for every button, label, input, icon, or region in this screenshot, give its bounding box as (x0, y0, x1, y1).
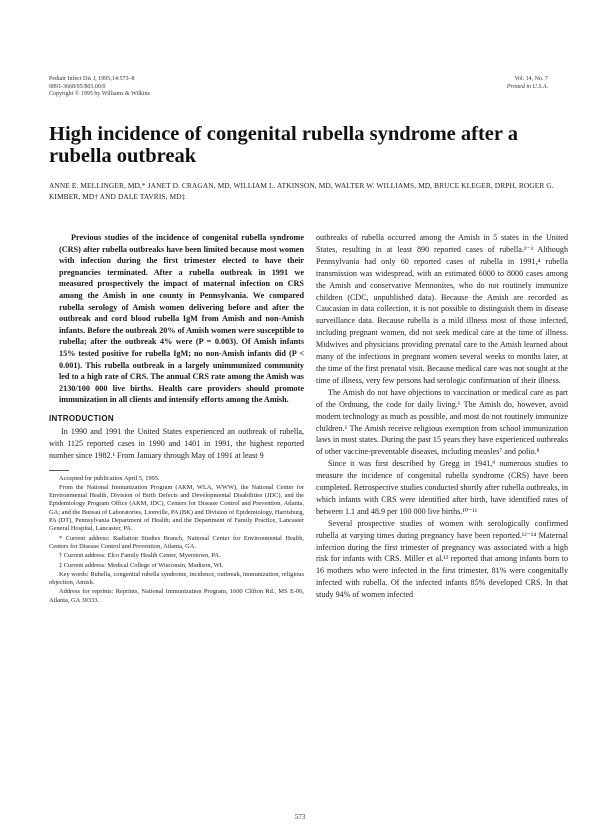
section-heading-introduction: INTRODUCTION (49, 413, 114, 423)
footnote-current-address-2: † Current address: Elco Family Health Center, Myerstown, PA. (59, 552, 221, 560)
footnote-divider (49, 470, 69, 471)
abstract: Previous studies of the incidence of congenital rubella syndrome (CRS) after rubella outbreaks have been limited because most women with infection during the first trimester elected to have their pregnancies terminated. After a rubella outbreak in 1991 we measured prospectively the impact of maternal infection on CRS among the Amish in one county in Pennsylvania. We compared rubella serology of Amish women delivering before and after the outbreak and cord blood rubella IgM from Amish and non-Amish infants. Before the outbreak 20% of Amish women were susceptible to rubella; after the outbreak 4% were (P = 0.003). Of Amish infants 15% tested positive for rubella IgM; no non-Amish infants did (P < 0.001). This rubella outbreak in a largely unimmunized community led to a high rate of CRS. The annual CRS rate among the Amish was 2130/100 000 live births. Health care providers should promote immunization in all clients and intensify efforts among the Amish. (59, 233, 304, 405)
footnote-current-address-3: ‡ Current address: Medical College of Wisconsin, Madison, WI. (59, 561, 224, 569)
journal-citation (49, 76, 150, 99)
body-paragraph-prospective: Several prospective studies of women with serologically confirmed rubella at varying times during pregnancy have been reported.¹²⁻¹⁴ Maternal infection during the first trimester of pregnancy was associated with a high risk for infants with CRS. Miller et al.¹² reported that among infants born to 16 mothers who were infected in the first trimester, 81% were congenitally infected with rubella. Of the infected infants 85% developed CRS. In that study 94% of women infected (316, 518, 568, 600)
volume-number: Vol. 14, No. 7 (514, 76, 548, 82)
page-number: 573 (294, 813, 306, 821)
footnote-affiliations: From the National Immunization Program (AKM, WLA, WWW), the National Center for Environmental Health, Division of Birth Defects and Developmental Disabilities (JDC), and the Epidemiology Program Office (AKM, JDC), Centers for Disease Control and Prevention, Atlanta, GA; and the Bureau of Laboratories, Lionville, PA (BK) and Division of Epidemiology, Harrisburg, PA (DT), Pennsylvania Department of Health; and the Department of Family Practice, Lancaster General Hospital, Lancaster, PA. (49, 483, 304, 533)
volume-info (507, 76, 548, 91)
article-title: High incidence of congenital rubella syndrome after a rubella outbreak (49, 123, 519, 167)
footnote-reprints: Address for reprints: Reprints, National Immunization Program, 1600 Clifton Rd., MS E-06, Atlanta, GA 30333. (49, 588, 304, 604)
body-paragraph-amish: The Amish do not have objections to vaccination or medical care as part of the Ordnung, the code for daily living.⁶ The Amish do, however, avoid modern technology as much as possible, and most do not routinely immunize children.⁶ The Amish receive religious exemption from school immunization laws in most states. During the past 15 years they have experienced outbreaks of other vaccine-preventable diseases, including measles⁷ and polio.⁸ (316, 387, 568, 457)
footnote-accepted: Accepted for publication April 5, 1995. (59, 474, 160, 482)
issn-line: 0891-3668/95/$03.00/0 (49, 83, 106, 90)
author-list: ANNE E. MELLINGER, MD,* JANET D. CRAGAN, MD, WILLIAM L. ATKINSON, MD, WALTER W. WILLIAMS, MD, BRUCE KLEGER, DRPH, ROGER G. KIMBER, MD† AND DALE TAVRIS, MD‡ (49, 181, 554, 201)
left-column (49, 232, 304, 606)
body-paragraph-gregg: Since it was first described by Gregg in 1941,⁹ numerous studies to measure the incidence of congenital rubella syndrome (CRS) have been completed. Retrospective studies conducted shortly after rubella outbreaks, in which infants with CRS were identified after birth, have identified rates of between 1.1 and 48.9 per 100 000 live births.¹⁰⁻¹¹ (316, 459, 568, 516)
footnote-key-words: Key words: Rubella, congenital rubella syndrome, incidence, outbreak, immunization, religious objection, Amish. (49, 570, 304, 587)
footnote-current-address-1: * Current address: Radiation Studies Branch, National Center for Environmental Health, Centers for Disease Control and Prevention, Atlanta, GA. (49, 534, 304, 550)
citation-line: Pediatr Infect Dis J, 1995;14:573–8 (49, 76, 135, 82)
intro-paragraph: In 1990 and 1991 the United States experienced an outbreak of rubella, with 1125 reported cases in 1990 and 1401 in 1991, the highest reported number since 1982.¹ From January through May of 1991 at least 9 (49, 426, 304, 460)
printed-in: Printed in U.S.A. (506, 83, 548, 90)
body-paragraph-outbreaks: outbreaks of rubella occurred among the Amish in 5 states in the United States, resulting in at least 890 reported cases of rubella.²⁻³ Although Pennsylvania had only 60 reported cases of rubella in 1991,⁴ rubella transmission was widespread, with an estimated 6000 to 8000 cases among the Amish and conservative Mennonites, who do not routinely immunize children (CDC, unpublished data). Because the Amish are recorded as Caucasian in data collection, it is not possible to distinguish them in disease surveillance data. Because rubella is a mild illness most of those infected, including pregnant women, did not seek medical care at the time of illness. Midwives and physicians providing prenatal care to the Amish learned about many of the infections in pregnant women several weeks to months later, at the time of the first prenatal visit. Because medical care was not sought at the time of illness, very few persons had serologic confirmation of their illness. (316, 233, 568, 385)
right-column (316, 232, 568, 601)
footnotes (49, 475, 304, 605)
copyright-line: Copyright © 1995 by Williams & Wilkins (49, 91, 150, 98)
